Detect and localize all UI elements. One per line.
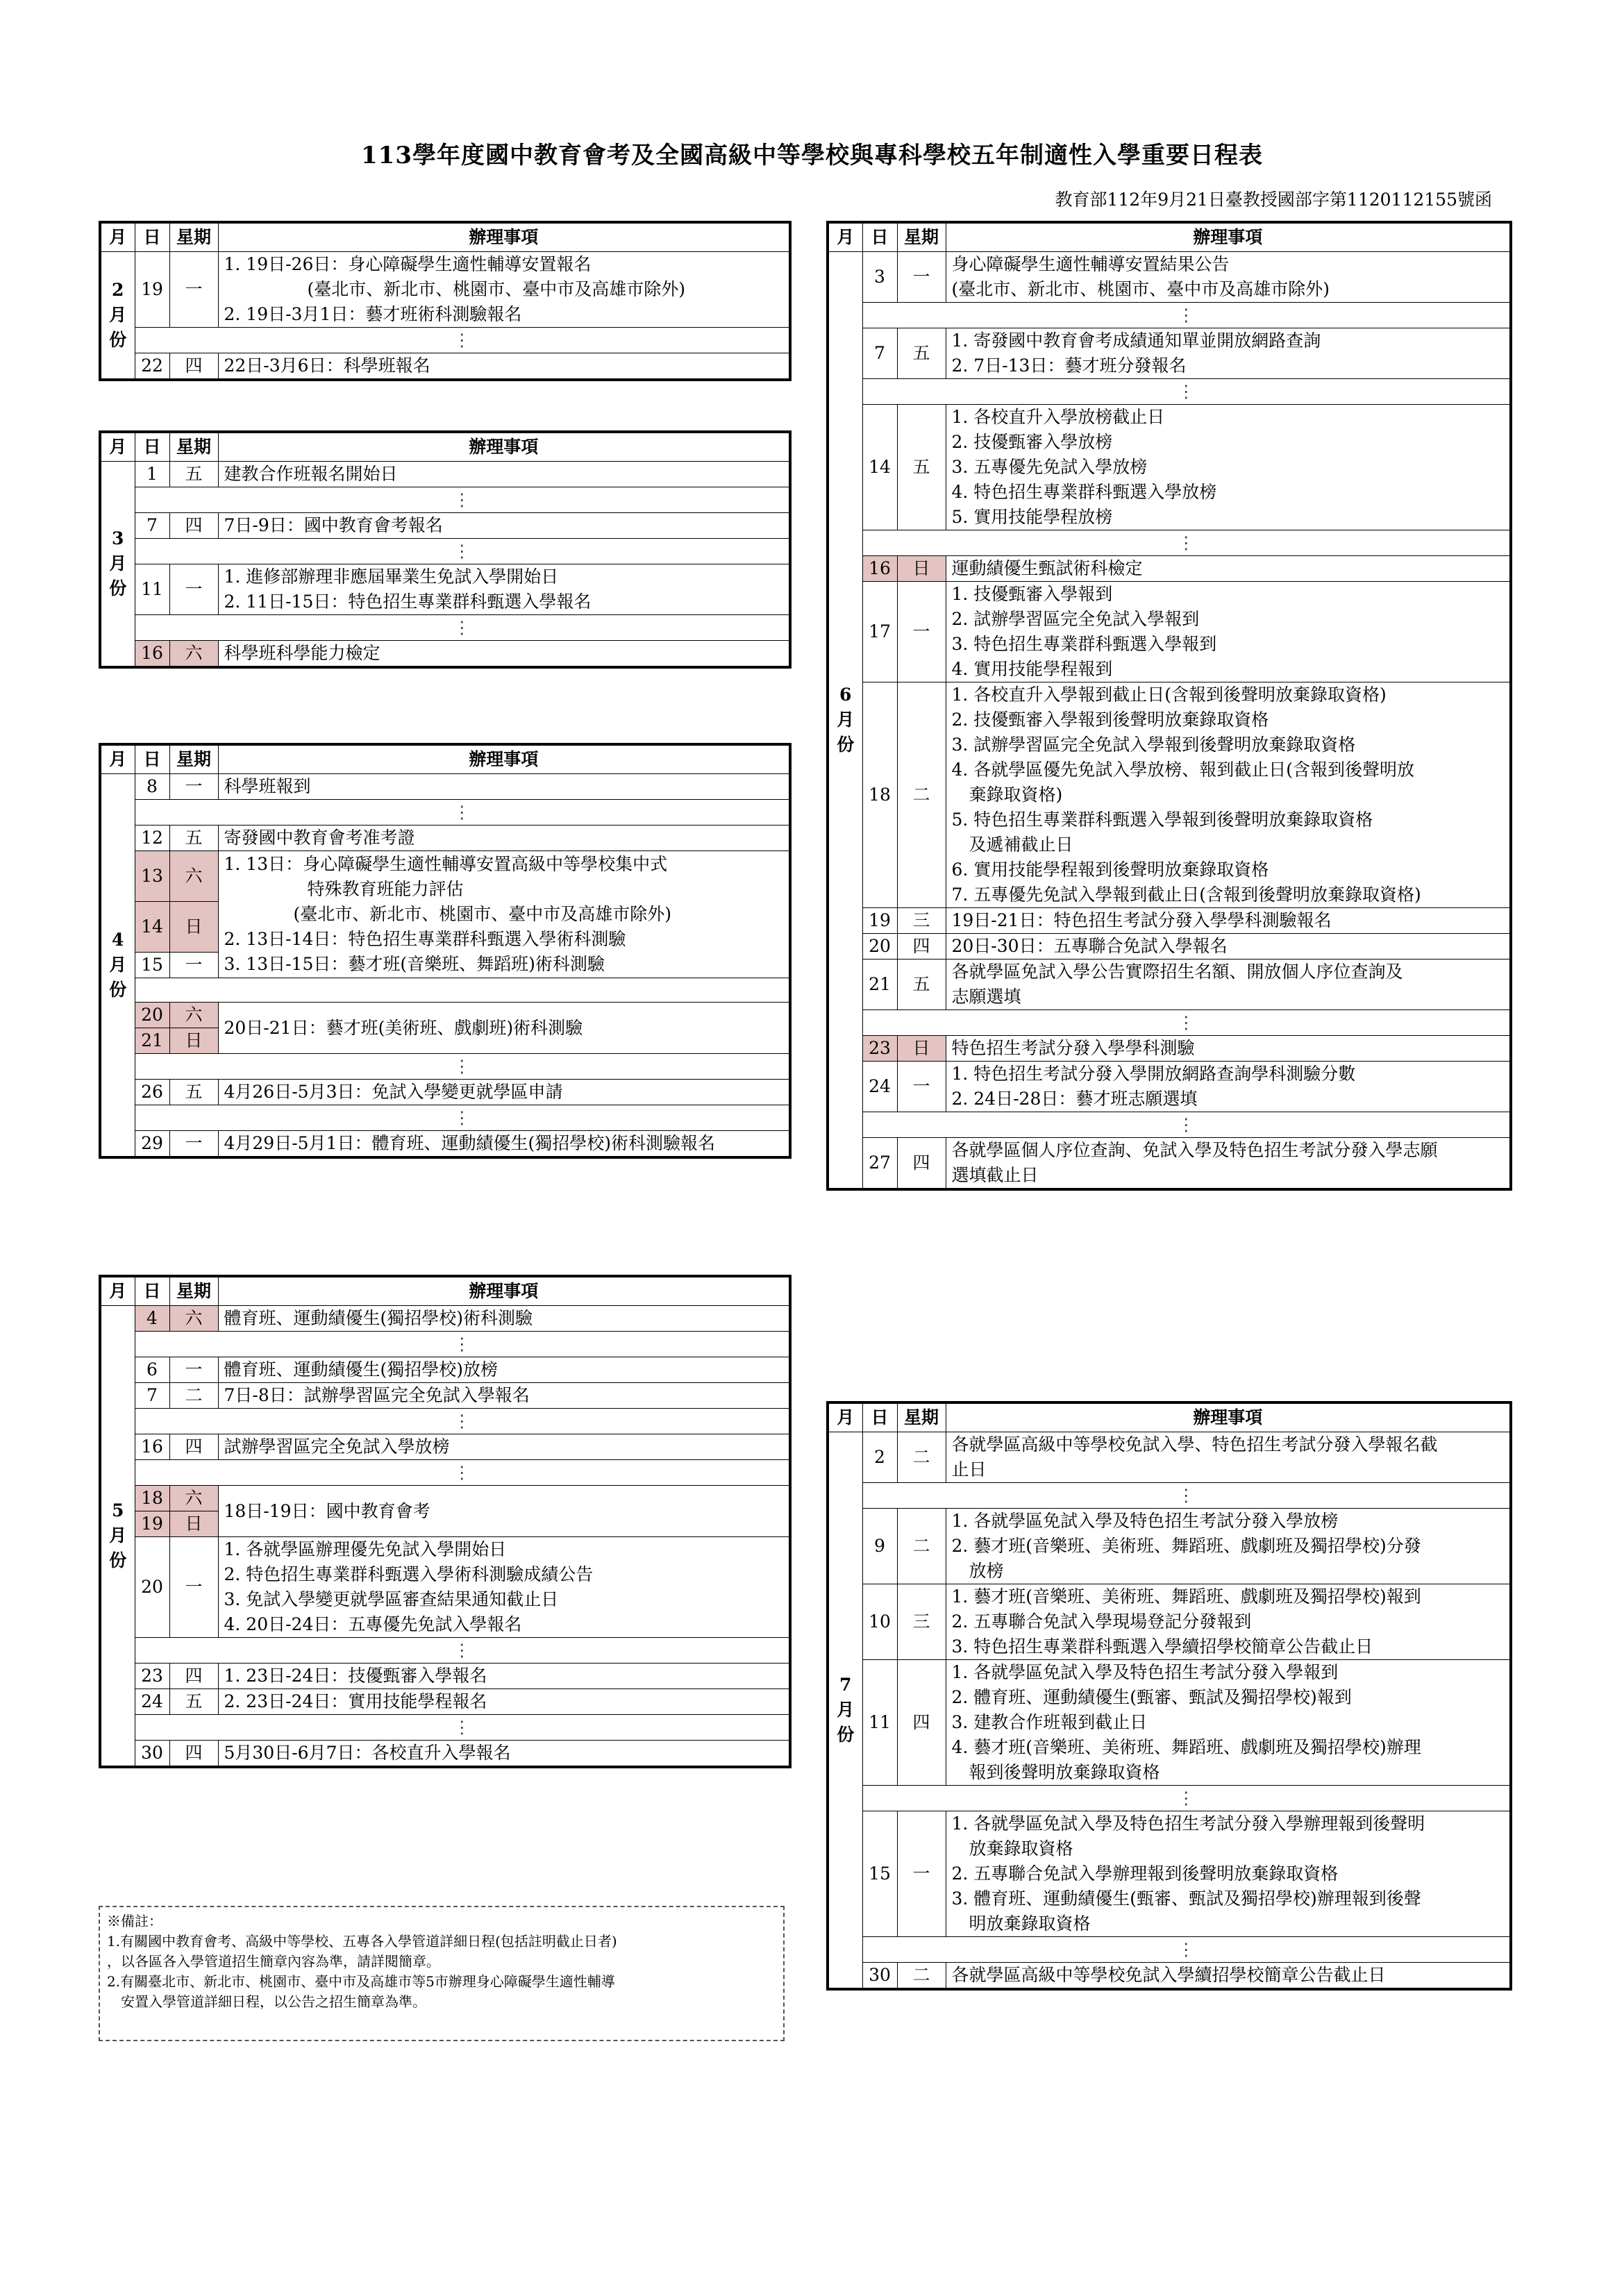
month-label: 2 月 份 (100, 252, 135, 380)
event-line: 身心障礙學生適性輔導安置結果公告 (951, 254, 1230, 274)
event-cell: 建教合作班報名開始日 (218, 462, 790, 487)
day-header: 日 (135, 744, 169, 774)
event-cell: 寄發國中教育會考准考證 (218, 826, 790, 851)
weekday-cell: 二 (897, 1432, 946, 1483)
day-cell: 1 (135, 462, 169, 487)
weekday-cell: 三 (897, 908, 946, 934)
weekday-cell: 六 (169, 1306, 218, 1332)
weekday-cell: 五 (169, 462, 218, 487)
gap-row: ⋮ (862, 379, 1511, 405)
day-cell: 26 (135, 1080, 169, 1105)
table-row (828, 556, 1511, 582)
event-line: 1. 各就學區免試入學及特色招生考試分發入學放榜 (951, 1511, 1339, 1531)
event-line: 1. 藝才班(音樂班、美術班、舞蹈班、戲劇班及獨招學校)報到 (951, 1586, 1421, 1607)
weekday-cell: 日 (169, 902, 218, 953)
event-line: 2. 五專聯合免試入學辦理報到後聲明放棄錄取資格 (951, 1863, 1339, 1884)
weekday-cell: 二 (897, 682, 946, 908)
event-cell (946, 252, 1511, 303)
weekday-header: 星期 (169, 744, 218, 774)
month-header: 月 (100, 222, 135, 252)
table-row (828, 252, 1511, 303)
weekday-cell: 一 (897, 582, 946, 682)
event-line: 2. 體育班、運動績優生(甄審、甄試及獨招學校)報到 (951, 1687, 1352, 1707)
event-line: 3. 特色招生專業群科甄選入學報到 (951, 634, 1217, 654)
event-line: 1. 19日-26日：身心障礙學生適性輔導安置報名 (224, 254, 592, 274)
day-cell: 22 (135, 353, 169, 380)
day-cell: 16 (135, 1434, 169, 1460)
weekday-cell: 一 (169, 1537, 218, 1638)
event-cell: 20日-21日：藝才班(美術班、戲劇班)術科測驗 (218, 1003, 790, 1054)
event-cell (946, 1584, 1511, 1660)
event-line: 3. 13日-15日：藝才班(音樂班、舞蹈班)術科測驗 (224, 954, 605, 974)
event-line: 及遞補截止日 (969, 835, 1073, 855)
table-row (828, 934, 1511, 960)
weekday-cell: 六 (169, 851, 218, 902)
weekday-cell: 五 (169, 826, 218, 851)
table-row (828, 1138, 1511, 1190)
table-row (100, 1383, 790, 1409)
event-cell (946, 1509, 1511, 1584)
event-cell (946, 328, 1511, 379)
event-line: (臺北市、新北市、桃園市、臺中市及高雄市除外) (307, 279, 686, 299)
event-cell: 20日-30日：五專聯合免試入學報名 (946, 934, 1511, 960)
day-cell: 3 (862, 252, 897, 303)
table-row (100, 1664, 790, 1689)
event-header: 辦理事項 (218, 222, 790, 252)
may-table (99, 1275, 792, 1768)
gap-row: ⋮ (862, 1483, 1511, 1509)
month-header: 月 (100, 744, 135, 774)
day-cell: 19 (862, 908, 897, 934)
event-cell (946, 1138, 1511, 1190)
day-cell: 18 (862, 682, 897, 908)
weekday-cell: 一 (897, 1811, 946, 1937)
event-line: 4. 特色招生專業群科甄選入學放榜 (951, 482, 1217, 502)
gap-row: ⋮ (862, 303, 1511, 328)
table-row (100, 513, 790, 539)
day-cell: 14 (135, 902, 169, 953)
weekday-cell: 一 (897, 252, 946, 303)
day-header: 日 (135, 432, 169, 462)
weekday-cell: 一 (169, 953, 218, 978)
event-line: 志願選填 (951, 987, 1021, 1007)
event-line: 4. 藝才班(音樂班、美術班、舞蹈班、戲劇班及獨招學校)辦理 (951, 1737, 1421, 1757)
event-cell (946, 582, 1511, 682)
gap-row: ⋮ (135, 328, 790, 353)
table-row (828, 908, 1511, 934)
event-line: 放棄錄取資格 (969, 1838, 1073, 1859)
event-cell (946, 960, 1511, 1010)
table-row (828, 1584, 1511, 1660)
event-cell: 5月30日-6月7日：各校直升入學報名 (218, 1741, 790, 1768)
day-cell: 16 (862, 556, 897, 582)
event-line: 1. 13日：身心障礙學生適性輔導安置高級中等學校集中式 (224, 854, 668, 874)
gap-row: ⋮ (862, 1010, 1511, 1036)
day-cell: 13 (135, 851, 169, 902)
table-row (100, 1131, 790, 1158)
weekday-cell: 五 (169, 1080, 218, 1105)
table-row (100, 353, 790, 380)
gap-row: ⋮ (135, 539, 790, 564)
table-row (100, 1357, 790, 1383)
day-cell: 6 (135, 1357, 169, 1383)
event-cell: 體育班、運動績優生(獨招學校)放榜 (218, 1357, 790, 1383)
table-row (828, 1509, 1511, 1584)
weekday-cell: 五 (897, 405, 946, 530)
table-row (100, 1689, 790, 1715)
event-line: 2. 藝才班(音樂班、美術班、舞蹈班、戲劇班及獨招學校)分發 (951, 1536, 1421, 1556)
note-line: 2.有關臺北市、新北市、桃園市、臺中市及高雄市等5市辦理身心障礙學生適性輔導 (107, 1973, 615, 1990)
day-cell: 14 (862, 405, 897, 530)
day-cell: 2 (862, 1432, 897, 1483)
event-line: 1. 各就學區免試入學及特色招生考試分發入學辦理報到後聲明 (951, 1813, 1425, 1834)
event-line: 1. 技優甄審入學報到 (951, 584, 1113, 604)
gap-row: ⋮ (862, 1112, 1511, 1138)
day-cell: 7 (135, 513, 169, 539)
day-cell: 27 (862, 1138, 897, 1190)
event-cell: 2. 23日-24日：實用技能學程報名 (218, 1689, 790, 1715)
page-title: 113學年度國中教育會考及全國高級中等學校與專科學校五年制適性入學重要日程表 (361, 142, 1263, 169)
table-row (828, 328, 1511, 379)
table-row (828, 1432, 1511, 1483)
month-header: 月 (828, 1402, 862, 1432)
event-line: 1. 進修部辦理非應屆畢業生免試入學開始日 (224, 567, 559, 587)
table-row (100, 1486, 790, 1511)
event-line: 3. 五專優先免試入學放榜 (951, 457, 1148, 477)
event-cell (218, 564, 790, 615)
event-cell: 特色招生考試分發入學學科測驗 (946, 1036, 1511, 1062)
event-header: 辦理事項 (946, 222, 1511, 252)
gap-row: ⋮ (135, 1409, 790, 1434)
table-row (100, 641, 790, 668)
event-line: 選填截止日 (951, 1165, 1039, 1185)
event-cell: 4月29日-5月1日：體育班、運動績優生(獨招學校)術科測驗報名 (218, 1131, 790, 1158)
month-label: 6 月 份 (828, 252, 862, 1190)
weekday-cell: 五 (897, 328, 946, 379)
weekday-cell: 六 (169, 1486, 218, 1511)
weekday-cell: 一 (897, 1062, 946, 1112)
march-table (99, 430, 792, 669)
gap-row: ⋮ (135, 1460, 790, 1486)
weekday-cell: 四 (169, 1434, 218, 1460)
weekday-cell: 四 (169, 1664, 218, 1689)
month-header: 月 (828, 222, 862, 252)
event-line: 1. 各就學區免試入學及特色招生考試分發入學報到 (951, 1662, 1339, 1682)
table-row (828, 1811, 1511, 1937)
table-row (100, 462, 790, 487)
weekday-cell: 二 (897, 1509, 946, 1584)
event-cell: 18日-19日：國中教育會考 (218, 1486, 790, 1537)
day-cell: 15 (135, 953, 169, 978)
july-table (826, 1401, 1512, 1991)
day-cell: 7 (862, 328, 897, 379)
event-line: 7. 五專優先免試入學報到截止日(含報到後聲明放棄錄取資格) (951, 885, 1421, 905)
day-cell: 19 (135, 1511, 169, 1537)
event-cell (946, 1432, 1511, 1483)
event-line: 1. 特色招生考試分發入學開放網路查詢學科測驗分數 (951, 1064, 1356, 1084)
note-line: ，以各區各入學管道招生簡章內容為準，請詳閱簡章。 (107, 1953, 440, 1970)
event-header: 辦理事項 (218, 744, 790, 774)
event-line: 2. 13日-14日：特色招生專業群科甄選入學術科測驗 (224, 929, 626, 949)
day-cell: 20 (862, 934, 897, 960)
gap-row: ⋮ (135, 800, 790, 826)
gap-row: ⋮ (135, 487, 790, 513)
weekday-header: 星期 (169, 1276, 218, 1306)
event-line: 1. 寄發國中教育會考成績通知單並開放網路查詢 (951, 330, 1321, 351)
month-header: 月 (100, 432, 135, 462)
gap-row: ⋮ (135, 1054, 790, 1080)
day-cell: 15 (862, 1811, 897, 1937)
day-cell: 21 (862, 960, 897, 1010)
weekday-cell: 日 (169, 1028, 218, 1054)
table-row (828, 960, 1511, 1010)
day-cell: 21 (135, 1028, 169, 1054)
event-cell: 科學班科學能力檢定 (218, 641, 790, 668)
event-cell: 各就學區高級中等學校免試入學續招學校簡章公告截止日 (946, 1963, 1511, 1990)
day-cell: 20 (135, 1003, 169, 1028)
table-row (828, 582, 1511, 682)
event-line: 各就學區高級中等學校免試入學、特色招生考試分發入學報名截 (951, 1434, 1438, 1455)
day-cell: 30 (862, 1963, 897, 1990)
event-cell (946, 1062, 1511, 1112)
event-line: 2. 技優甄審入學放榜 (951, 432, 1113, 452)
table-row (100, 826, 790, 851)
event-cell (218, 252, 790, 328)
gap-row: ⋮ (862, 1786, 1511, 1811)
event-line: 2. 技優甄審入學報到後聲明放棄錄取資格 (951, 710, 1269, 730)
day-cell: 29 (135, 1131, 169, 1158)
table-row (100, 252, 790, 328)
gap-row: ⋮ (135, 1638, 790, 1664)
weekday-cell: 四 (897, 1660, 946, 1786)
day-header: 日 (862, 1402, 897, 1432)
table-row (828, 1963, 1511, 1990)
weekday-cell: 二 (897, 1963, 946, 1990)
weekday-cell: 六 (169, 1003, 218, 1028)
day-cell: 20 (135, 1537, 169, 1638)
event-line: 棄錄取資格) (969, 785, 1063, 805)
event-line: 2. 19日-3月1日：藝才班術科測驗報名 (224, 304, 522, 324)
event-line: 5. 實用技能學程放榜 (951, 507, 1113, 527)
event-line: 2. 7日-13日：藝才班分發報名 (951, 355, 1187, 376)
weekday-header: 星期 (169, 432, 218, 462)
weekday-header: 星期 (169, 222, 218, 252)
note-line: 1.有關國中教育會考、高級中等學校、五專各入學管道詳細日程(包括註明截止日者) (107, 1933, 617, 1950)
event-line: 各就學區個人序位查詢、免試入學及特色招生考試分發入學志願 (951, 1140, 1438, 1160)
blank-row (135, 978, 790, 1003)
event-line: (臺北市、新北市、桃園市、臺中市及高雄市除外) (951, 279, 1330, 299)
day-header: 日 (862, 222, 897, 252)
table-row (100, 774, 790, 800)
event-line: 1. 各校直升入學放榜截止日 (951, 407, 1165, 427)
day-cell: 18 (135, 1486, 169, 1511)
gap-row: ⋮ (862, 1937, 1511, 1963)
weekday-cell: 一 (169, 564, 218, 615)
weekday-cell: 一 (169, 252, 218, 328)
day-cell: 10 (862, 1584, 897, 1660)
february-table (99, 221, 792, 381)
event-cell (946, 405, 1511, 530)
weekday-cell: 日 (897, 556, 946, 582)
weekday-cell: 四 (169, 353, 218, 380)
day-cell: 23 (135, 1664, 169, 1689)
event-line: 5. 特色招生專業群科甄選入學報到後聲明放棄錄取資格 (951, 810, 1373, 830)
note-line: 安置入學管道詳細日程，以公告之招生簡章為準。 (121, 1993, 426, 2010)
day-header: 日 (135, 1276, 169, 1306)
event-cell: 7日-9日：國中教育會考報名 (218, 513, 790, 539)
weekday-header: 星期 (897, 222, 946, 252)
event-cell: 19日-21日：特色招生考試分發入學學科測驗報名 (946, 908, 1511, 934)
event-cell: 7日-8日：試辦學習區完全免試入學報名 (218, 1383, 790, 1409)
event-cell: 體育班、運動績優生(獨招學校)術科測驗 (218, 1306, 790, 1332)
day-cell: 30 (135, 1741, 169, 1768)
event-line: 放榜 (969, 1561, 1004, 1581)
weekday-cell: 一 (169, 1357, 218, 1383)
table-row (828, 1036, 1511, 1062)
weekday-cell: 五 (897, 960, 946, 1010)
april-table (99, 743, 792, 1159)
weekday-cell: 日 (169, 1511, 218, 1537)
weekday-cell: 一 (169, 774, 218, 800)
event-line: 3. 試辦學習區完全免試入學報到後聲明放棄錄取資格 (951, 735, 1356, 755)
day-header: 日 (135, 222, 169, 252)
gap-row: ⋮ (862, 530, 1511, 556)
table-row (828, 682, 1511, 908)
event-cell (946, 1660, 1511, 1786)
event-line: 6. 實用技能學程報到後聲明放棄錄取資格 (951, 860, 1269, 880)
event-line: 3. 體育班、運動績優生(甄審、甄試及獨招學校)辦理報到後聲 (951, 1888, 1421, 1909)
day-cell: 24 (135, 1689, 169, 1715)
event-header: 辦理事項 (218, 1276, 790, 1306)
day-cell: 19 (135, 252, 169, 328)
month-label: 4 月 份 (100, 774, 135, 1158)
event-cell: 運動績優生甄試術科檢定 (946, 556, 1511, 582)
month-label: 5 月 份 (100, 1306, 135, 1768)
weekday-cell: 四 (897, 934, 946, 960)
weekday-cell: 五 (169, 1689, 218, 1715)
day-cell: 9 (862, 1509, 897, 1584)
table-row (100, 1434, 790, 1460)
event-line: 2. 五專聯合免試入學現場登記分發報到 (951, 1611, 1252, 1632)
day-cell: 16 (135, 641, 169, 668)
table-row (100, 1537, 790, 1638)
event-line: 2. 24日-28日：藝才班志願選填 (951, 1089, 1198, 1109)
event-line: 1. 各就學區辦理優先免試入學開始日 (224, 1539, 507, 1559)
event-header: 辦理事項 (946, 1402, 1511, 1432)
event-line: 4. 20日-24日：五專優先免試入學報名 (224, 1614, 522, 1634)
table-row (100, 1306, 790, 1332)
day-cell: 7 (135, 1383, 169, 1409)
weekday-cell: 一 (169, 1131, 218, 1158)
event-cell: 1. 23日-24日：技優甄審入學報名 (218, 1664, 790, 1689)
day-cell: 23 (862, 1036, 897, 1062)
event-line: 各就學區免試入學公告實際招生名額、開放個人序位查詢及 (951, 962, 1403, 982)
day-cell: 11 (135, 564, 169, 615)
weekday-cell: 六 (169, 641, 218, 668)
june-table (826, 221, 1512, 1191)
event-header: 辦理事項 (218, 432, 790, 462)
header-row (100, 222, 790, 252)
table-row (828, 405, 1511, 530)
table-row (100, 1741, 790, 1768)
table-row (100, 1003, 790, 1028)
event-line: 2. 特色招生專業群科甄選入學術科測驗成績公告 (224, 1564, 594, 1584)
event-line: 特殊教育班能力評估 (307, 879, 464, 899)
event-line: 明放棄錄取資格 (969, 1913, 1091, 1934)
month-label: 3 月 份 (100, 462, 135, 668)
event-cell (218, 1537, 790, 1638)
event-cell: 科學班報到 (218, 774, 790, 800)
table-row (100, 1080, 790, 1105)
table-row (100, 564, 790, 615)
event-line: 2. 11日-15日：特色招生專業群科甄選入學報名 (224, 592, 592, 612)
gap-row: ⋮ (135, 1332, 790, 1357)
event-line: 3. 建教合作班報到截止日 (951, 1712, 1148, 1732)
event-line: 1. 各校直升入學報到截止日(含報到後聲明放棄錄取資格) (951, 685, 1387, 705)
weekday-cell: 四 (897, 1138, 946, 1190)
event-cell: 22日-3月6日：科學班報名 (218, 353, 790, 380)
weekday-cell: 日 (897, 1036, 946, 1062)
event-line: 3. 特色招生專業群科甄選入學續招學校簡章公告截止日 (951, 1636, 1373, 1657)
event-line: (臺北市、新北市、桃園市、臺中市及高雄市除外) (293, 904, 672, 924)
event-line: 4. 各就學區優先免試入學放榜、報到截止日(含報到後聲明放 (951, 760, 1415, 780)
weekday-cell: 四 (169, 513, 218, 539)
day-cell: 12 (135, 826, 169, 851)
table-row (828, 1062, 1511, 1112)
event-line: 3. 免試入學變更就學區審查結果通知截止日 (224, 1589, 559, 1609)
gap-row: ⋮ (135, 1715, 790, 1741)
month-label: 7 月 份 (828, 1432, 862, 1990)
notes-heading: ※備註： (107, 1913, 162, 1929)
weekday-cell: 二 (169, 1383, 218, 1409)
event-cell (946, 1811, 1511, 1937)
notes-box (99, 1906, 785, 2041)
event-line: 2. 試辦學習區完全免試入學報到 (951, 609, 1200, 629)
event-cell (218, 851, 790, 978)
weekday-header: 星期 (897, 1402, 946, 1432)
weekday-cell: 三 (897, 1584, 946, 1660)
day-cell: 8 (135, 774, 169, 800)
day-cell: 4 (135, 1306, 169, 1332)
weekday-cell: 四 (169, 1741, 218, 1768)
gap-row: ⋮ (135, 1105, 790, 1131)
table-row (100, 851, 790, 902)
month-header: 月 (100, 1276, 135, 1306)
gap-row: ⋮ (135, 615, 790, 641)
event-cell: 試辦學習區完全免試入學放榜 (218, 1434, 790, 1460)
day-cell: 11 (862, 1660, 897, 1786)
event-cell: 4月26日-5月3日：免試入學變更就學區申請 (218, 1080, 790, 1105)
event-line: 止日 (951, 1459, 987, 1480)
event-line: 4. 實用技能學程報到 (951, 659, 1113, 679)
day-cell: 24 (862, 1062, 897, 1112)
table-row (828, 1660, 1511, 1786)
day-cell: 17 (862, 582, 897, 682)
event-cell (946, 682, 1511, 908)
event-line: 報到後聲明放棄錄取資格 (969, 1762, 1160, 1782)
reference-number: 教育部112年9月21日臺教授國部字第1120112155號函 (1055, 190, 1492, 210)
